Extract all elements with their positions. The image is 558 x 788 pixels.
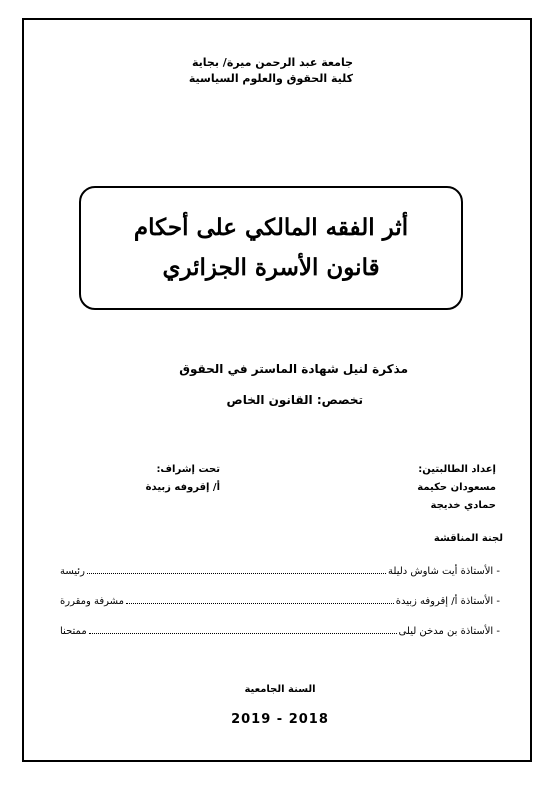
jury-member-row <box>60 623 500 639</box>
specialty: تخصص: القانون الخاص <box>226 393 363 407</box>
faculty-name: كلية الحقوق والعلوم السياسية <box>188 72 353 85</box>
supervision-section <box>70 461 220 497</box>
jury-member-row <box>60 563 500 579</box>
supervisor-name: أ/ إقروفه زبيدة <box>145 482 220 493</box>
jury-member-name: - الأستاذة أ/ إقروفه زبيدة <box>395 596 500 607</box>
jury-member-name: - الأستاذة بن مدخن ليلى <box>398 626 500 637</box>
supervision-label: تحت إشراف: <box>156 464 220 475</box>
jury-title: لجنة المناقشة <box>433 533 503 544</box>
university-name: جامعة عبد الرحمن ميرة/ بجاية <box>191 56 353 69</box>
thesis-title-line-2: قانون الأسرة الجزائري <box>162 254 380 281</box>
dotted-leader <box>126 593 394 604</box>
jury-member-row <box>60 593 500 609</box>
student-name-2: حمادي خديجة <box>430 500 496 511</box>
dotted-leader <box>89 623 397 634</box>
institution-header <box>153 55 353 87</box>
dotted-leader <box>87 563 386 574</box>
thesis-title-box <box>79 186 463 310</box>
page-border <box>22 18 532 762</box>
academic-year-value: 2018 - 2019 <box>231 712 329 727</box>
student-name-1: مسعودان حكيمة <box>417 482 496 493</box>
memo-description: مذكرة لنيل شهادة الماستر في الحقوق <box>179 362 408 376</box>
jury-member-role: ممتحنا <box>60 626 87 637</box>
prepared-by-label: إعداد الطالبتين: <box>418 464 496 475</box>
academic-year-label: السنة الجامعية <box>244 684 316 695</box>
jury-member-name: - الأستاذة أيت شاوش دليلة <box>388 566 500 577</box>
jury-member-role: مشرفة ومقررة <box>60 596 124 607</box>
prepared-by-section <box>356 461 496 515</box>
jury-member-role: رئيسة <box>60 566 85 577</box>
thesis-title-line-1: أثر الفقه المالكي على أحكام <box>133 214 409 241</box>
